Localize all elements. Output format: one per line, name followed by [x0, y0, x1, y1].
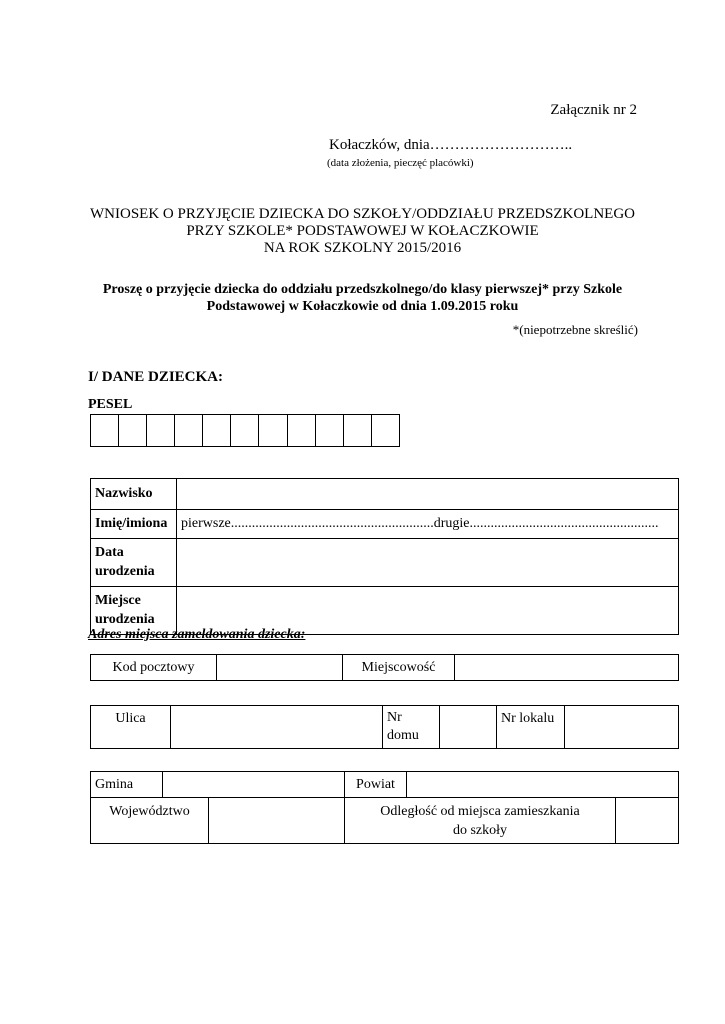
province-field[interactable] — [209, 798, 345, 844]
pesel-digit-box[interactable] — [175, 415, 203, 447]
pesel-digit-box[interactable] — [203, 415, 231, 447]
request-text — [40, 281, 685, 315]
birth-date-label — [91, 539, 177, 587]
child-data-table — [90, 478, 679, 635]
county-field[interactable] — [407, 772, 679, 798]
pesel-digit-box[interactable] — [371, 415, 399, 447]
address-heading: Adres miejsca zameldowania dziecka: — [88, 627, 306, 642]
request-line-2: Podstawowej w Kołaczkowie od dnia 1.09.2015 roku — [206, 299, 519, 314]
region-table — [90, 771, 679, 844]
house-no-label-line-1: Nr — [387, 710, 402, 725]
title-line-1: WNIOSEK O PRZYJĘCIE DZIECKA DO SZKOŁY/ODDZIAŁU PRZEDSZKOLNEGO — [90, 206, 635, 222]
place-date-note: (data złożenia, pieczęć placówki) — [327, 157, 474, 169]
town-label: Miejscowość — [343, 655, 455, 681]
pesel-digit-box[interactable] — [287, 415, 315, 447]
house-no-label — [383, 706, 440, 749]
place-date-line: Kołaczków, dnia……………………….. — [329, 137, 573, 153]
names-label: Imię/imiona — [91, 510, 177, 539]
house-no-label-line-2: domu — [387, 728, 419, 743]
pesel-digit-box[interactable] — [91, 415, 119, 447]
commune-field[interactable] — [163, 772, 345, 798]
birth-date-field[interactable] — [177, 539, 679, 587]
flat-no-label: Nr lokalu — [497, 706, 565, 749]
postal-town-table — [90, 654, 679, 681]
request-line-1: Proszę o przyjęcie dziecka do oddziału przedszkolnego/do klasy pierwszej* przy Szkole — [102, 282, 623, 297]
birth-date-label-line-2: urodzenia — [95, 564, 155, 579]
commune-label: Gmina — [91, 772, 163, 798]
pesel-digit-box[interactable] — [231, 415, 259, 447]
attachment-label: Załącznik nr 2 — [550, 102, 637, 118]
street-table — [90, 705, 679, 749]
distance-label-line-2: do szkoły — [452, 823, 508, 838]
distance-label — [345, 798, 616, 844]
pesel-digit-box[interactable] — [119, 415, 147, 447]
postal-code-field[interactable] — [217, 655, 343, 681]
section-heading: I/ DANE DZIECKA: — [88, 369, 224, 385]
pesel-digit-box[interactable] — [315, 415, 343, 447]
town-field[interactable] — [455, 655, 679, 681]
pesel-digit-box[interactable] — [147, 415, 175, 447]
street-label: Ulica — [91, 706, 171, 749]
county-label: Powiat — [345, 772, 407, 798]
distance-label-line-1: Odległość od miejsca zamieszkania — [380, 804, 580, 819]
pesel-digit-box[interactable] — [259, 415, 287, 447]
province-label: Województwo — [91, 798, 209, 844]
street-field[interactable] — [171, 706, 383, 749]
names-field[interactable]: pierwsze..........................................................drugie...................................................... — [177, 510, 679, 539]
flat-no-field[interactable] — [565, 706, 679, 749]
title-line-2: PRZY SZKOLE* PODSTAWOWEJ W KOŁACZKOWIE — [186, 223, 539, 239]
form-title — [40, 206, 685, 257]
birth-date-label-line-1: Data — [95, 545, 124, 560]
pesel-boxes — [90, 414, 400, 447]
distance-field[interactable] — [616, 798, 679, 844]
footnote: *(niepotrzebne skreślić) — [512, 322, 638, 337]
birth-place-label-line-1: Miejsce — [95, 593, 141, 608]
house-no-field[interactable] — [440, 706, 497, 749]
title-line-3: NA ROK SZKOLNY 2015/2016 — [263, 240, 462, 256]
surname-field[interactable] — [177, 479, 679, 510]
postal-code-label: Kod pocztowy — [91, 655, 217, 681]
birth-place-label-line-2: urodzenia — [95, 612, 155, 627]
pesel-label: PESEL — [88, 397, 133, 412]
pesel-digit-box[interactable] — [343, 415, 371, 447]
surname-label: Nazwisko — [91, 479, 177, 510]
